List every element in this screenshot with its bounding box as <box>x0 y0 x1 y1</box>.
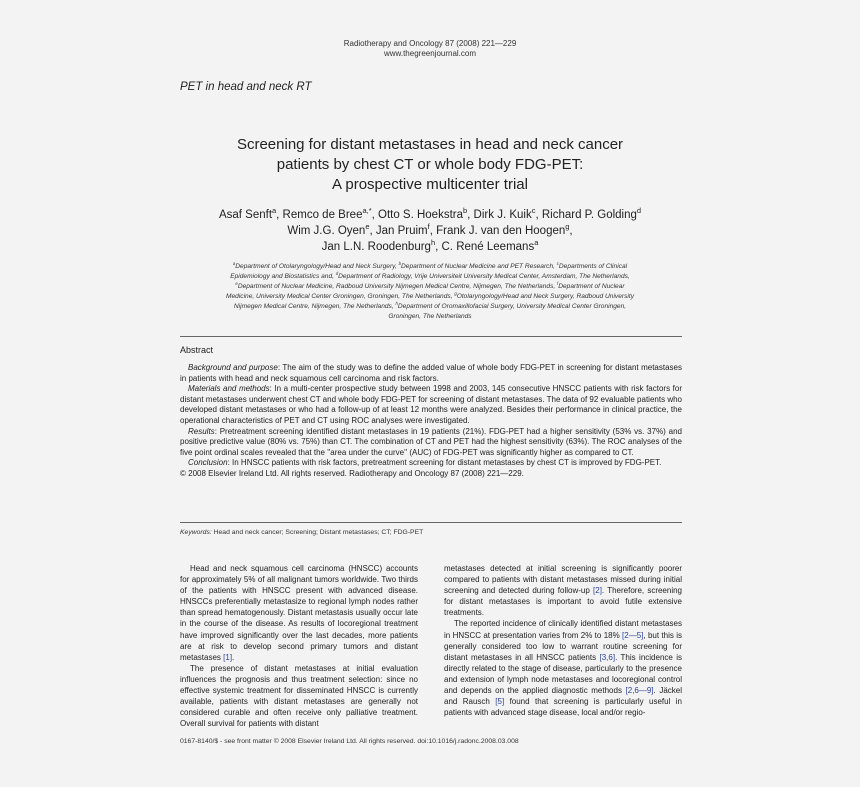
body-column-left <box>180 563 418 729</box>
author-list <box>150 207 710 255</box>
body-paragraph: metastases detected at initial screening is significantly poorer compared to patients with distant metastases missed during initial screening and detected during follow-up [2]. Therefore, screening for distant metastases is important to avoid futile extensive treatments. <box>444 564 683 618</box>
authors-line-2: Wim J.G. Oyen$^e$, Jan Pruim$^f$, Frank J. van den Hoogen$^g$, <box>287 222 573 237</box>
body-paragraph: The reported incidence of clinically identified distant metastases in HNSCC at presentation varies from 2% to 18% [2—5], but this is generally considered too low to warrant routine screening for distant metastases in all HNSCC patients [3,6]. This incidence is directly related to the stage of disease, particularly to the presence and extension of lymph node metastases and locoregional control and depends on the applied diagnostic methods [2,6—9]. Jäckel and Rausch [5] found that screening is particularly useful in patients with advanced stage disease, local and/or regio- <box>444 619 683 718</box>
title-line-3: A prospective multicenter trial <box>332 176 528 193</box>
authors-line-3: Jan L.N. Roodenburg$^h$, C. René Leemans$^a$ <box>321 238 539 253</box>
affiliation-line: $^e$Department of Nuclear Medicine, Radboud University Nijmegen Medical Centre, Nijmegen, The Netherlands, $^f$Department of Nuclear <box>235 280 625 290</box>
title-line-2: patients by chest CT or whole body FDG-PET: <box>276 156 584 173</box>
affiliation-line: Groningen, The Netherlands <box>388 313 472 320</box>
affiliation-line: Nijmegen Medical Centre, Nijmegen, The Netherlands, $^h$Department of Oromaxillofacial Surgery, University Medical Center Groningen, <box>233 300 627 310</box>
journal-header <box>0 39 860 59</box>
affiliations <box>178 262 682 322</box>
article-title <box>150 135 710 195</box>
affiliation-line: Medicine, University Medical Center Groningen, Groningen, The Netherlands, $^g$Otolaryngology/Head and Neck Surgery, Radboud University <box>226 290 634 300</box>
abstract-background: Background and purpose: The aim of the study was to define the added value of whole body FDG-PET in screening for distant metastases in patients with head and neck squamous cell carcinoma and risk factors. <box>180 363 682 383</box>
body-paragraph: The presence of distant metastases at initial evaluation influences the prognosis and thus treatment selection: since no effective systemic treatment for disseminated HNSCC is currently available, patients with distant metastases are generally not considered curable and often receive only palliative treatment. Overall survival for patients with distant <box>180 663 418 729</box>
body-column-right <box>444 563 682 718</box>
abstract-methods: Materials and methods: In a multi-center prospective study between 1998 and 2003, 145 consecutive HNSCC patients with risk factors for distant metastases underwent chest CT and whole body FDG-PET for screening of distant metastases. The data of 92 evaluable patients who developed distant metastases or who had a follow-up of at least 12 months were analyzed. Besides their performance in clinical practice, the operational characteristics of PET and CT using ROC analyses were investigated. <box>180 384 682 425</box>
title-line-1: Screening for distant metastases in head and neck cancer <box>236 136 624 153</box>
body-paragraph: Head and neck squamous cell carcinoma (HNSCC) accounts for approximately 5% of all malignant tumors worldwide. Two thirds of the patients with HNSCC present with advanced disease. HNSCCs preferentially metastasize to regional lymph nodes rather than spread hematogenously. Distant metastasis usually occur late in the course of the disease. As results of locoregional treatment have improved significantly over the last decades, more patients are at risk to develop second primary tumors and distant metastases [1]. <box>180 564 418 662</box>
abstract-top-rule <box>180 336 682 337</box>
authors-line-1: Asaf Senft$^a$, Remco de Bree$^{a,*}$, Otto S. Hoekstra$^b$, Dirk J. Kuik$^c$, Richard P. Golding$^d$ <box>218 206 642 221</box>
keywords: Keywords: Head and neck cancer; Screening; Distant metastases; CT; FDG-PET <box>180 529 424 536</box>
abstract-heading: Abstract <box>180 345 214 355</box>
journal-citation: Radiotherapy and Oncology 87 (2008) 221—229 <box>343 39 517 48</box>
abstract-body <box>180 363 682 480</box>
footer-doi: 0167-8140/$ - see front matter © 2008 Elsevier Ireland Ltd. All rights reserved. doi:10.1016/j.radonc.2008.03.008 <box>180 738 519 745</box>
abstract-bottom-rule <box>180 522 682 523</box>
affiliation-line: $^a$Department of Otolaryngology/Head and Neck Surgery, $^b$Department of Nuclear Medicine and PET Research, $^c$Departments of Clinical <box>232 260 628 270</box>
affiliation-line: Epidemiology and Biostatistics and, $^d$Department of Radiology, Vrije Universiteit University Medical Center, Amsterdam, The Netherlands, <box>230 270 630 280</box>
journal-url[interactable]: www.thegreenjournal.com <box>383 49 477 58</box>
section-label: PET in head and neck RT <box>180 81 312 93</box>
abstract-copyright: © 2008 Elsevier Ireland Ltd. All rights reserved. Radiotherapy and Oncology 87 (2008) 221—229. <box>180 468 524 478</box>
abstract-results: Results: Pretreatment screening identified distant metastases in 19 patients (21%). FDG-PET had a higher sensitivity (53% vs. 37%) and positive predictive value (80% vs. 75%) than CT. The combination of CT and PET had the highest sensitivity (63%). The ROC analyses of the five point ordinal scales revealed that the ''area under the curve'' (AUC) of FDG-PET was significantly higher as compared to CT. <box>180 426 682 457</box>
abstract-conclusion: Conclusion: In HNSCC patients with risk factors, pretreatment screening for distant metastases by chest CT is improved by FDG-PET. <box>188 458 662 468</box>
